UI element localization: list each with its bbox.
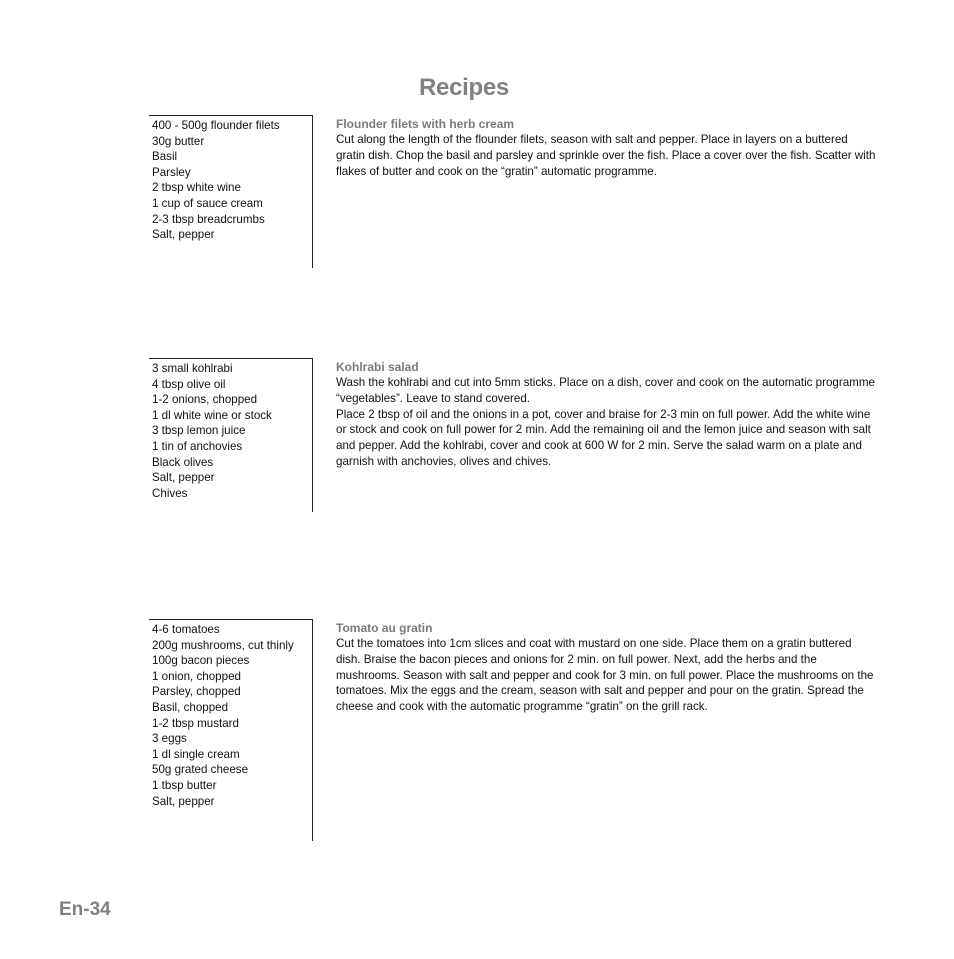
ingredient-item: 2 tbsp white wine: [152, 181, 241, 195]
ingredient-item: Chives: [152, 486, 188, 500]
page-title: Recipes: [419, 74, 509, 102]
page-number: En-34: [59, 899, 111, 920]
ingredient-item: Parsley, chopped: [152, 685, 241, 699]
recipe-title: Flounder filets with herb cream: [336, 117, 515, 131]
recipe-body: [336, 621, 876, 715]
recipe-title: Kohlrabi salad: [336, 360, 419, 374]
recipe-title: Tomato au gratin: [336, 621, 433, 635]
ingredient-item: Salt, pepper: [152, 471, 215, 485]
ingredient-item: 3 small kohlrabi: [152, 362, 233, 375]
ingredient-item: 30g butter: [152, 134, 205, 148]
ingredient-item: 4 tbsp olive oil: [152, 377, 226, 391]
ingredient-item: Basil: [152, 150, 178, 164]
recipe-paragraph: Cut along the length of the flounder filets, season with salt and pepper. Place in layers on a buttered gratin dish. Chop the basil and parsley and sprinkle over the fish. Place a cover over the fish. Scatter with flakes of butter and cook on the “gratin” automatic programme.: [336, 133, 876, 178]
ingredient-item: 200g mushrooms, cut thinly: [152, 638, 294, 652]
ingredient-item: 1 tin of anchovies: [152, 439, 243, 453]
ingredients-box: [149, 358, 313, 512]
ingredient-item: 100g bacon pieces: [152, 654, 250, 668]
ingredient-item: 3 tbsp lemon juice: [152, 424, 246, 438]
recipe-paragraph: Cut the tomatoes into 1cm slices and coat with mustard on one side. Place them on a gratin buttered dish. Braise the bacon pieces and onions for 2 min. on full power. Next, add the herbs and the mushrooms. Season with salt and pepper and cook for 3 min. on full power. Place the mushrooms on the tomatoes. Mix the eggs and the cream, season with salt and pepper and pour on the gratin. Spread the cheese and cook with the automatic programme “gratin” on the grill rack.: [336, 637, 874, 714]
ingredient-item: 3 eggs: [152, 732, 187, 746]
ingredient-item: Black olives: [152, 455, 214, 469]
ingredients-box: [149, 619, 313, 841]
recipe-paragraph: Place 2 tbsp of oil and the onions in a pot, cover and braise for 2-3 min on full power. Add the white wine or stock and cook on full power for 2 min. Add the remaining oil and the lemon juice and season with salt and pepper. Add the kohlrabi, cover and cook at 600 W for 2 min. Serve the salad warm on a plate and garnish with anchovies, olives and chives.: [336, 407, 871, 468]
ingredient-item: 1 cup of sauce cream: [152, 196, 263, 210]
ingredient-item: 1 onion, chopped: [152, 669, 241, 683]
ingredient-item: Parsley: [152, 165, 191, 179]
recipe-paragraph: Wash the kohlrabi and cut into 5mm sticks. Place on a dish, cover and cook on the automatic programme “vegetables”. Leave to stand covered.: [336, 376, 875, 405]
ingredient-item: Salt, pepper: [152, 794, 215, 808]
ingredients-box: [149, 115, 313, 268]
ingredient-item: 2-3 tbsp breadcrumbs: [152, 212, 265, 226]
ingredient-item: 1 dl single cream: [152, 747, 240, 761]
ingredient-item: Basil, chopped: [152, 700, 229, 714]
ingredient-item: 400 - 500g flounder filets: [152, 119, 280, 132]
ingredient-item: 1-2 tbsp mustard: [152, 716, 239, 730]
ingredients-list: [152, 622, 312, 809]
ingredient-item: 50g grated cheese: [152, 763, 249, 777]
ingredient-item: 1-2 onions, chopped: [152, 393, 258, 407]
ingredient-item: 4-6 tomatoes: [152, 623, 220, 636]
ingredient-item: Salt, pepper: [152, 228, 215, 242]
ingredients-list: [152, 361, 312, 501]
recipe-body: [336, 117, 876, 179]
ingredients-list: [152, 118, 312, 243]
ingredient-item: 1 dl white wine or stock: [152, 408, 272, 422]
recipe-body: [336, 360, 876, 470]
ingredient-item: 1 tbsp butter: [152, 778, 217, 792]
